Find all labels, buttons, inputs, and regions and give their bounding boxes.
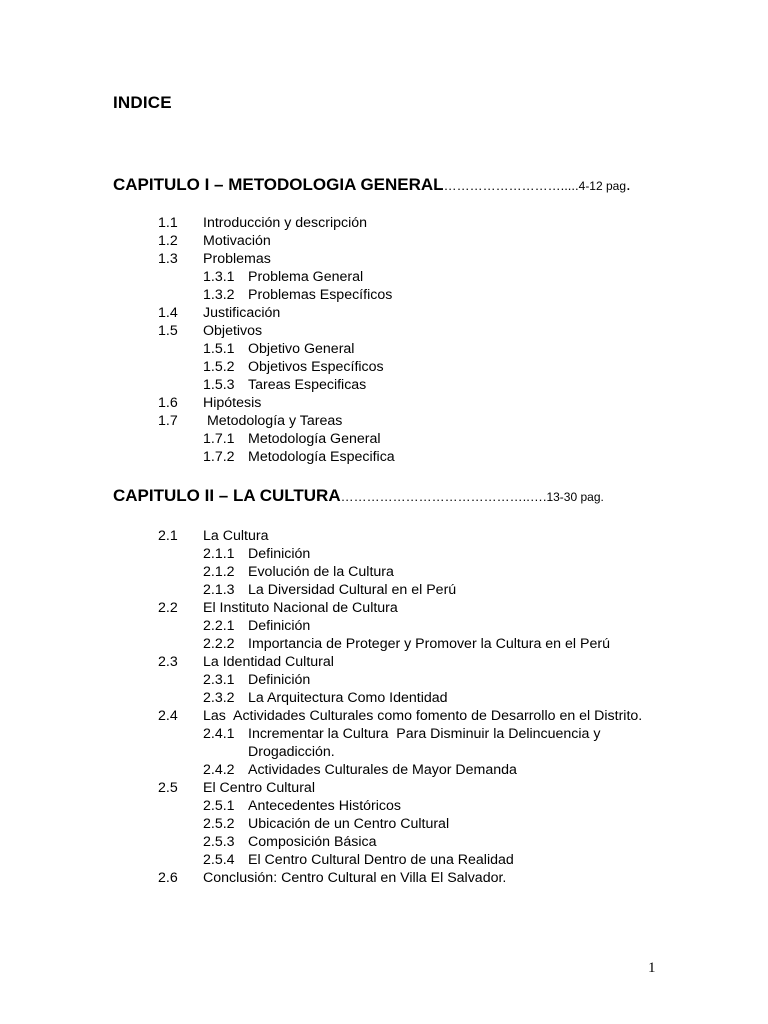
item-text: Metodología Especifica	[248, 449, 395, 465]
item-text: Hipótesis	[203, 395, 262, 411]
item-number: 2.2.2	[203, 636, 235, 652]
item-number: 2.5	[158, 780, 178, 796]
toc-subitem	[0, 797, 768, 815]
toc-item	[0, 779, 768, 797]
item-text: Objetivos	[203, 323, 263, 339]
item-text: Problema General	[248, 269, 364, 285]
toc-subitem	[0, 563, 768, 581]
item-text: Importancia de Proteger y Promover la Cultura en el Perú	[248, 636, 610, 652]
item-number: 2.2.1	[203, 618, 235, 634]
item-text: Introducción y descripción	[203, 215, 368, 231]
item-text: Definición	[248, 618, 311, 634]
toc-subitem	[0, 448, 768, 466]
toc-item	[0, 214, 768, 232]
item-text: Las Actividades Culturales como fomento de Desarrollo en el Distrito.	[203, 708, 643, 724]
item-number: 2.5.3	[203, 834, 235, 850]
item-number: 1.1	[158, 215, 178, 231]
item-text: Antecedentes Históricos	[248, 798, 401, 814]
chapter-heading	[113, 486, 604, 507]
toc-subitem	[0, 851, 768, 869]
item-number: 2.5.2	[203, 816, 235, 832]
toc-subitem	[0, 761, 768, 779]
item-text: Objetivo General	[248, 341, 355, 357]
toc-item	[0, 304, 768, 322]
chapter-1-contents	[0, 214, 768, 466]
item-text: Motivación	[203, 233, 271, 249]
chapter-leader-dots: ……………………………………..….	[340, 489, 547, 504]
item-text: Metodología General	[248, 431, 381, 447]
toc-subitem	[0, 430, 768, 448]
item-number: 1.3.2	[203, 287, 235, 303]
item-number: 2.3.1	[203, 672, 235, 688]
toc-subitem	[0, 268, 768, 286]
item-number: 2.1.1	[203, 546, 235, 562]
toc-item	[0, 653, 768, 671]
item-number: 2.1	[158, 528, 178, 544]
toc-subitem	[0, 833, 768, 851]
item-number: 2.5.1	[203, 798, 235, 814]
item-number: 2.4	[158, 708, 178, 724]
item-text: Ubicación de un Centro Cultural	[248, 816, 450, 832]
toc-item	[0, 322, 768, 340]
item-text: La Arquitectura Como Identidad	[248, 690, 448, 706]
item-number: 1.5	[158, 323, 178, 339]
item-number: 1.5.2	[203, 359, 235, 375]
item-text: Composición Básica	[248, 834, 377, 850]
item-text: Evolución de la Cultura	[248, 564, 394, 580]
item-number: 2.2	[158, 600, 178, 616]
chapter-page-range: 4-12 pag	[578, 179, 627, 193]
toc-subitem	[0, 358, 768, 376]
item-text: La Diversidad Cultural en el Perú	[248, 582, 457, 598]
toc-subitem	[0, 689, 768, 707]
item-number: 1.7.2	[203, 449, 235, 465]
toc-subitem	[0, 725, 768, 761]
item-number: 2.4.1	[203, 726, 235, 742]
item-number: 1.3.1	[203, 269, 235, 285]
toc-item	[0, 412, 768, 430]
item-text: La Identidad Cultural	[203, 654, 334, 670]
item-number: 1.6	[158, 395, 178, 411]
toc-subitem	[0, 545, 768, 563]
item-text: El Centro Cultural Dentro de una Realidad	[248, 852, 514, 868]
chapter-leader-dots: ……………………….....	[443, 178, 579, 193]
chapter-title: CAPITULO I – METODOLOGIA GENERAL	[113, 175, 444, 194]
item-text: Metodología y Tareas	[203, 413, 343, 429]
toc-item	[0, 869, 768, 887]
item-text: Problemas	[203, 251, 271, 267]
item-number: 2.1.3	[203, 582, 235, 598]
item-number: 1.2	[158, 233, 178, 249]
chapter-end-mark: .	[626, 175, 631, 194]
item-text: Justificación	[203, 305, 281, 321]
toc-subitem	[0, 286, 768, 304]
toc-item	[0, 707, 768, 725]
item-text: Actividades Culturales de Mayor Demanda	[248, 762, 517, 778]
toc-item	[0, 232, 768, 250]
item-number: 1.7	[158, 413, 178, 429]
chapter-2-contents	[0, 527, 768, 887]
item-number: 1.4	[158, 305, 178, 321]
item-text: Definición	[248, 546, 311, 562]
item-text: Tareas Especificas	[248, 377, 367, 393]
page-title: INDICE	[113, 93, 172, 112]
item-number: 2.4.2	[203, 762, 235, 778]
chapter-heading	[113, 175, 631, 196]
toc-subitem	[0, 340, 768, 358]
chapter-page-range: 13-30 pag.	[546, 490, 604, 504]
item-number: 1.5.3	[203, 377, 235, 393]
toc-item	[0, 599, 768, 617]
item-number: 2.6	[158, 870, 178, 886]
toc-item	[0, 394, 768, 412]
item-text: Problemas Específicos	[248, 287, 393, 303]
item-number: 2.5.4	[203, 852, 235, 868]
item-text: La Cultura	[203, 528, 269, 544]
item-number: 1.7.1	[203, 431, 235, 447]
toc-subitem	[0, 635, 768, 653]
item-text: El Instituto Nacional de Cultura	[203, 600, 398, 616]
item-number: 2.3.2	[203, 690, 235, 706]
chapter-title: CAPITULO II – LA CULTURA	[113, 486, 341, 505]
item-text: Definición	[248, 672, 311, 688]
toc-item	[0, 250, 768, 268]
item-text: Incrementar la Cultura Para Disminuir la Delincuencia y Drogadicción.	[248, 726, 605, 760]
item-number: 1.5.1	[203, 341, 235, 357]
toc-subitem	[0, 671, 768, 689]
item-text: El Centro Cultural	[203, 780, 315, 796]
item-text: Objetivos Específicos	[248, 359, 384, 375]
item-number: 2.1.2	[203, 564, 235, 580]
item-number: 1.3	[158, 251, 178, 267]
toc-subitem	[0, 815, 768, 833]
toc-item	[0, 527, 768, 545]
page-number: 1	[648, 960, 656, 976]
item-text: Conclusión: Centro Cultural en Villa El Salvador.	[203, 870, 507, 886]
toc-subitem	[0, 617, 768, 635]
item-number: 2.3	[158, 654, 178, 670]
toc-subitem	[0, 376, 768, 394]
toc-subitem	[0, 581, 768, 599]
